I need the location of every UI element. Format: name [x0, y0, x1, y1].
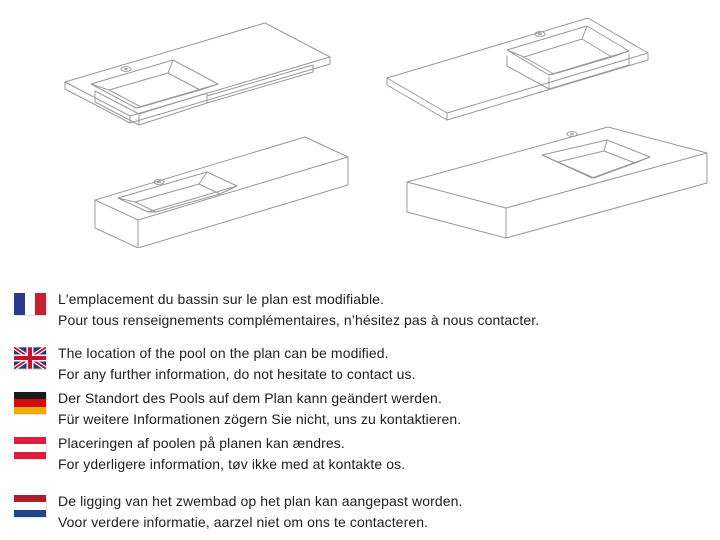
notice-dutch-line2: Voor verdere informatie, aarzel niet om ons te contacteren. [58, 514, 429, 530]
notice-french-line1: L'emplacement du bassin sur le plan est modifiable. [58, 291, 385, 307]
germany-flag-icon [14, 392, 46, 414]
france-flag-icon [14, 293, 46, 315]
notice-german-line2: Für weitere Informationen zögern Sie nicht, uns zu kontaktieren. [58, 411, 462, 427]
drawing-thin-countertop-basin-left-icon [55, 8, 345, 138]
notice-dutch [14, 491, 704, 537]
notice-english [14, 343, 704, 389]
notice-french-line2: Pour tous renseignements complémentaires, n’hésitez pas à nous contacter. [58, 312, 540, 328]
faucet-hole-icon [124, 68, 128, 70]
faucet-hole-icon [538, 33, 542, 35]
austria-flag-icon [14, 437, 46, 459]
faucet-hole-icon [570, 133, 574, 135]
drawing-thin-countertop-basin-right-icon [378, 8, 713, 126]
notice-danish [14, 433, 704, 479]
netherlands-flag-icon [14, 495, 46, 517]
notice-german [14, 388, 704, 434]
notice-english-line1: The location of the pool on the plan can be modified. [58, 345, 389, 361]
drawing-thick-countertop-basin-left-icon [88, 120, 353, 248]
notice-french [14, 289, 704, 335]
notice-danish-line2: For yderligere information, tøv ikke med at kontakte os. [58, 456, 406, 472]
faucet-hole-icon [157, 181, 161, 183]
notice-danish-line1: Placeringen af poolen på planen kan ændres. [58, 435, 345, 451]
drawing-thick-countertop-basin-right-icon [400, 116, 715, 248]
notice-dutch-line1: De ligging van het zwembad op het plan kan aangepast worden. [58, 493, 463, 509]
notice-english-line2: For any further information, do not hesitate to contact us. [58, 366, 416, 382]
notice-german-line1: Der Standort des Pools auf dem Plan kann geändert werden. [58, 390, 442, 406]
united-kingdom-flag-icon [14, 347, 46, 369]
